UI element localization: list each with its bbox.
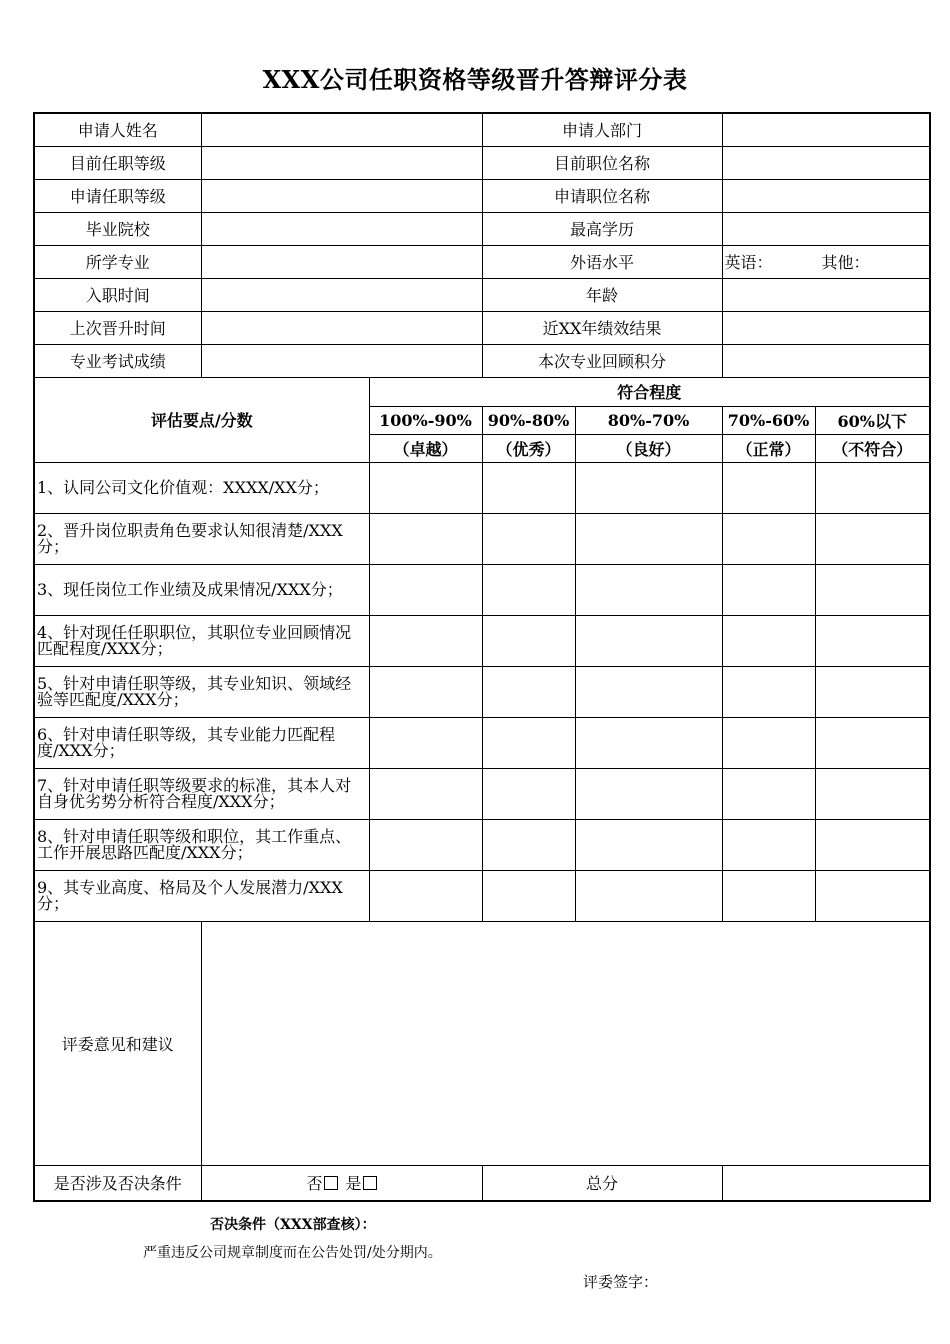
info-row (34, 146, 930, 179)
score-cell[interactable] (815, 615, 930, 666)
score-cell[interactable] (722, 462, 815, 513)
score-cell[interactable] (575, 768, 722, 819)
info-value-field[interactable] (201, 311, 482, 344)
level-range-header: 60%以下 (815, 406, 930, 434)
info-label: 申请任职等级 (34, 179, 201, 212)
score-cell[interactable] (815, 768, 930, 819)
score-cell[interactable] (722, 819, 815, 870)
score-cell[interactable] (369, 717, 482, 768)
criterion-row (34, 564, 930, 615)
score-cell[interactable] (575, 564, 722, 615)
score-cell[interactable] (482, 717, 575, 768)
level-range-header: 80%-70% (575, 406, 722, 434)
info-value-field[interactable] (201, 344, 482, 377)
info-value-field[interactable] (201, 146, 482, 179)
score-cell[interactable] (369, 666, 482, 717)
info-value-field[interactable] (722, 212, 930, 245)
level-grade-header: （正常） (722, 434, 815, 462)
info-value-field[interactable] (722, 179, 930, 212)
level-grade-header: （不符合） (815, 434, 930, 462)
info-label: 专业考试成绩 (34, 344, 201, 377)
info-value-field[interactable] (722, 344, 930, 377)
criterion-text: 9、其专业高度、格局及个人发展潜力/XXX分； (34, 870, 369, 921)
english-level-label: 英语： (724, 253, 773, 272)
info-value-field[interactable] (201, 179, 482, 212)
info-label: 外语水平 (482, 245, 722, 278)
veto-note-body: 严重违反公司规章制度而在公告处罚/处分期内。 (143, 1245, 442, 1261)
info-value-field[interactable] (722, 146, 930, 179)
info-label: 申请人部门 (482, 113, 722, 146)
info-row (34, 245, 930, 278)
info-label: 上次晋升时间 (34, 311, 201, 344)
score-cell[interactable] (482, 870, 575, 921)
score-cell[interactable] (482, 462, 575, 513)
criterion-row (34, 615, 930, 666)
criterion-text: 3、现任岗位工作业绩及成果情况/XXX分； (34, 564, 369, 615)
criteria-header: 评估要点/分数 (34, 377, 369, 462)
criterion-row (34, 666, 930, 717)
score-cell[interactable] (722, 870, 815, 921)
score-cell[interactable] (815, 717, 930, 768)
score-cell[interactable] (369, 462, 482, 513)
score-cell[interactable] (722, 717, 815, 768)
level-range-header: 100%-90% (369, 406, 482, 434)
score-cell[interactable] (722, 564, 815, 615)
info-label: 申请人姓名 (34, 113, 201, 146)
criterion-text: 1、认同公司文化价值观：XXXX/XX分； (34, 462, 369, 513)
level-grade-header: （良好） (575, 434, 722, 462)
info-row (34, 311, 930, 344)
conformity-header: 符合程度 (369, 377, 930, 406)
info-value-field[interactable] (201, 212, 482, 245)
info-row (34, 278, 930, 311)
score-cell[interactable] (482, 615, 575, 666)
other-language-label: 其他： (821, 253, 870, 272)
score-cell[interactable] (575, 870, 722, 921)
info-value-field[interactable] (201, 245, 482, 278)
score-cell[interactable] (815, 870, 930, 921)
criterion-text: 8、针对申请任职等级和职位，其工作重点、工作开展思路匹配度/XXX分； (34, 819, 369, 870)
score-cell[interactable] (722, 768, 815, 819)
score-cell[interactable] (575, 615, 722, 666)
info-value-field[interactable] (201, 113, 482, 146)
info-value-field[interactable] (722, 245, 930, 278)
score-cell[interactable] (482, 768, 575, 819)
info-label: 目前任职等级 (34, 146, 201, 179)
score-cell[interactable] (482, 564, 575, 615)
score-cell[interactable] (482, 513, 575, 564)
info-label: 毕业院校 (34, 212, 201, 245)
total-score-field[interactable] (722, 1165, 930, 1201)
score-cell[interactable] (575, 819, 722, 870)
level-grade-header: （优秀） (482, 434, 575, 462)
score-cell[interactable] (482, 666, 575, 717)
info-label: 最高学历 (482, 212, 722, 245)
veto-yes-checkbox[interactable] (363, 1176, 377, 1190)
criterion-row (34, 717, 930, 768)
info-label: 近XX年绩效结果 (482, 311, 722, 344)
score-cell[interactable] (815, 819, 930, 870)
criterion-text: 4、针对现任任职职位，其职位专业回顾情况匹配程度/XXX分； (34, 615, 369, 666)
veto-label: 是否涉及否决条件 (34, 1165, 201, 1201)
info-row (34, 113, 930, 146)
criterion-text: 6、针对申请任职等级，其专业能力匹配程度/XXX分； (34, 717, 369, 768)
score-cell[interactable] (722, 666, 815, 717)
info-value-field[interactable] (722, 278, 930, 311)
info-label: 本次专业回顾积分 (482, 344, 722, 377)
criterion-row (34, 819, 930, 870)
score-cell[interactable] (482, 819, 575, 870)
info-row (34, 212, 930, 245)
veto-options (201, 1165, 482, 1201)
veto-no-checkbox[interactable] (324, 1176, 338, 1190)
info-value-field[interactable] (722, 113, 930, 146)
criterion-text: 2、晋升岗位职责角色要求认知很清楚/XXX分； (34, 513, 369, 564)
signature-label: 评委签字： (583, 1273, 659, 1291)
info-row (34, 179, 930, 212)
score-cell[interactable] (815, 564, 930, 615)
score-cell[interactable] (722, 513, 815, 564)
veto-note-heading: 否决条件（XXX部查核）： (210, 1217, 376, 1233)
info-label: 入职时间 (34, 278, 201, 311)
score-cell[interactable] (575, 717, 722, 768)
level-range-header: 70%-60% (722, 406, 815, 434)
criterion-row (34, 870, 930, 921)
score-cell[interactable] (369, 564, 482, 615)
score-cell[interactable] (815, 666, 930, 717)
info-value-field[interactable] (201, 278, 482, 311)
criterion-row (34, 513, 930, 564)
veto-yes-label: 是 (345, 1174, 362, 1194)
level-grade-header: （卓越） (369, 434, 482, 462)
criterion-row (34, 462, 930, 513)
comments-field[interactable] (201, 921, 930, 1165)
score-cell[interactable] (575, 462, 722, 513)
score-cell[interactable] (575, 513, 722, 564)
evaluation-form-table (33, 112, 931, 1202)
score-cell[interactable] (815, 513, 930, 564)
info-value-field[interactable] (722, 311, 930, 344)
score-cell[interactable] (722, 615, 815, 666)
score-cell[interactable] (369, 870, 482, 921)
score-cell[interactable] (369, 513, 482, 564)
comments-label: 评委意见和建议 (34, 921, 201, 1165)
score-cell[interactable] (369, 819, 482, 870)
info-label: 年龄 (482, 278, 722, 311)
page-title: XXX公司任职资格等级晋升答辩评分表 (262, 65, 688, 94)
veto-no-label: 否 (306, 1174, 323, 1194)
info-row (34, 344, 930, 377)
level-range-header: 90%-80% (482, 406, 575, 434)
score-cell[interactable] (369, 615, 482, 666)
score-cell[interactable] (369, 768, 482, 819)
info-label: 所学专业 (34, 245, 201, 278)
score-cell[interactable] (575, 666, 722, 717)
criterion-row (34, 768, 930, 819)
score-cell[interactable] (815, 462, 930, 513)
criterion-text: 5、针对申请任职等级，其专业知识、领域经验等匹配度/XXX分； (34, 666, 369, 717)
info-label: 目前职位名称 (482, 146, 722, 179)
criterion-text: 7、针对申请任职等级要求的标准，其本人对自身优劣势分析符合程度/XXX分； (34, 768, 369, 819)
total-score-label: 总分 (482, 1165, 722, 1201)
info-label: 申请职位名称 (482, 179, 722, 212)
